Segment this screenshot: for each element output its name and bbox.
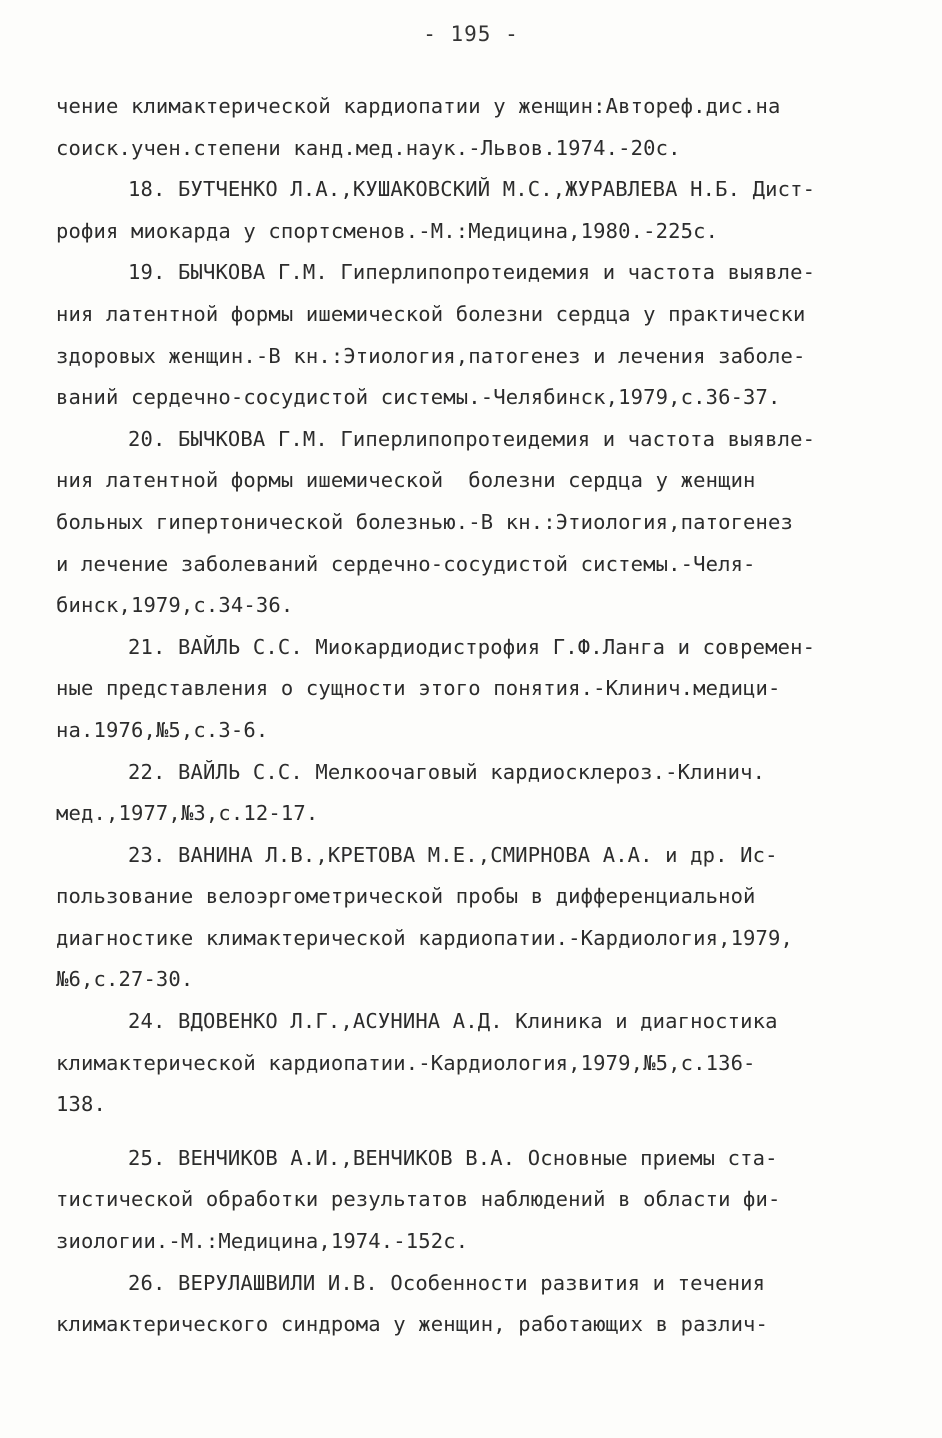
text-line: соиск.учен.степени канд.мед.наук.-Львов.1974.-20с. — [56, 135, 681, 160]
bibliography-entry-25 — [56, 1138, 896, 1263]
text-line: 24. ВДОВЕНКО Л.Г.,АСУНИНА А.Д. Клиника и диагностика — [128, 1009, 778, 1034]
text-line: ния латентной формы ишемической болезни сердца у практически — [56, 301, 806, 326]
text-line: 21. ВАЙЛЬ С.С. Миокардиодистрофия Г.Ф.Ланга и современ- — [128, 634, 816, 659]
bibliography-entry-24 — [56, 1001, 896, 1126]
bibliography-entry-20 — [56, 419, 896, 627]
text-line: пользование велоэргометрической пробы в дифференциальной — [56, 884, 756, 909]
bibliography-entry-22 — [56, 752, 896, 835]
text-line: климактерического синдрома у женщин, работающих в различ- — [56, 1312, 769, 1337]
text-line: ния латентной формы ишемической болезни сердца у женщин — [56, 468, 756, 493]
text-line: больных гипертонической болезнью.-В кн.:Этиология,патогенез — [56, 509, 794, 534]
bibliography-entry-26 — [56, 1263, 896, 1346]
bibliography-entry-19 — [56, 252, 896, 418]
page-number: - 195 - — [423, 22, 519, 46]
text-line: на.1976,№5,с.3-6. — [56, 717, 269, 742]
text-line: ваний сердечно-сосудистой системы.-Челябинск,1979,с.36-37. — [56, 385, 781, 410]
bibliography-entry-continuation — [56, 86, 896, 169]
text-line: №6,с.27-30. — [56, 967, 194, 992]
text-line: мед.,1977,№3,с.12-17. — [56, 801, 319, 826]
bibliography-entry-21 — [56, 627, 896, 752]
text-line: чение климактерической кардиопатии у женщин:Автореф.дис.на — [56, 94, 781, 118]
text-line: 26. ВЕРУЛАШВИЛИ И.В. Особенности развития и течения — [128, 1270, 766, 1295]
text-line: тистической обработки результатов наблюдений в области фи- — [56, 1187, 781, 1212]
text-line: зиологии.-М.:Медицина,1974.-152с. — [56, 1229, 469, 1254]
bibliography-list — [56, 86, 896, 1346]
bibliography-entry-18 — [56, 169, 896, 252]
text-line: бинск,1979,с.34-36. — [56, 593, 294, 618]
text-line: 23. ВАНИНА Л.В.,КРЕТОВА М.Е.,СМИРНОВА А.А. и др. Ис- — [128, 842, 778, 867]
text-line: 138. — [56, 1092, 106, 1117]
text-line: 18. БУТЧЕНКО Л.А.,КУШАКОВСКИЙ М.С.,ЖУРАВЛЕВА Н.Б. Дист- — [128, 177, 816, 202]
text-line: и лечение заболеваний сердечно-сосудистой системы.-Челя- — [56, 551, 756, 576]
bibliography-entry-23 — [56, 835, 896, 1001]
text-line: здоровых женщин.-В кн.:Этиология,патогенез и лечения заболе- — [56, 343, 806, 368]
text-line: 19. БЫЧКОВА Г.М. Гиперлипопротеидемия и частота выявле- — [128, 260, 816, 285]
text-line: 20. БЫЧКОВА Г.М. Гиперлипопротеидемия и частота выявле- — [128, 426, 816, 451]
text-line: 25. ВЕНЧИКОВ А.И.,ВЕНЧИКОВ В.А. Основные приемы ста- — [128, 1145, 778, 1170]
text-line: климактерической кардиопатии.-Кардиология,1979,№5,с.136- — [56, 1050, 756, 1075]
text-line: 22. ВАЙЛЬ С.С. Мелкоочаговый кардиосклероз.-Клинич. — [128, 759, 766, 784]
text-line: ные представления о сущности этого понятия.-Клинич.медици- — [56, 676, 781, 701]
text-line: рофия миокарда у спортсменов.-М.:Медицина,1980.-225с. — [56, 218, 719, 243]
spacer — [56, 1126, 896, 1138]
text-line: диагностике климактерической кардиопатии.-Кардиология,1979, — [56, 925, 794, 950]
